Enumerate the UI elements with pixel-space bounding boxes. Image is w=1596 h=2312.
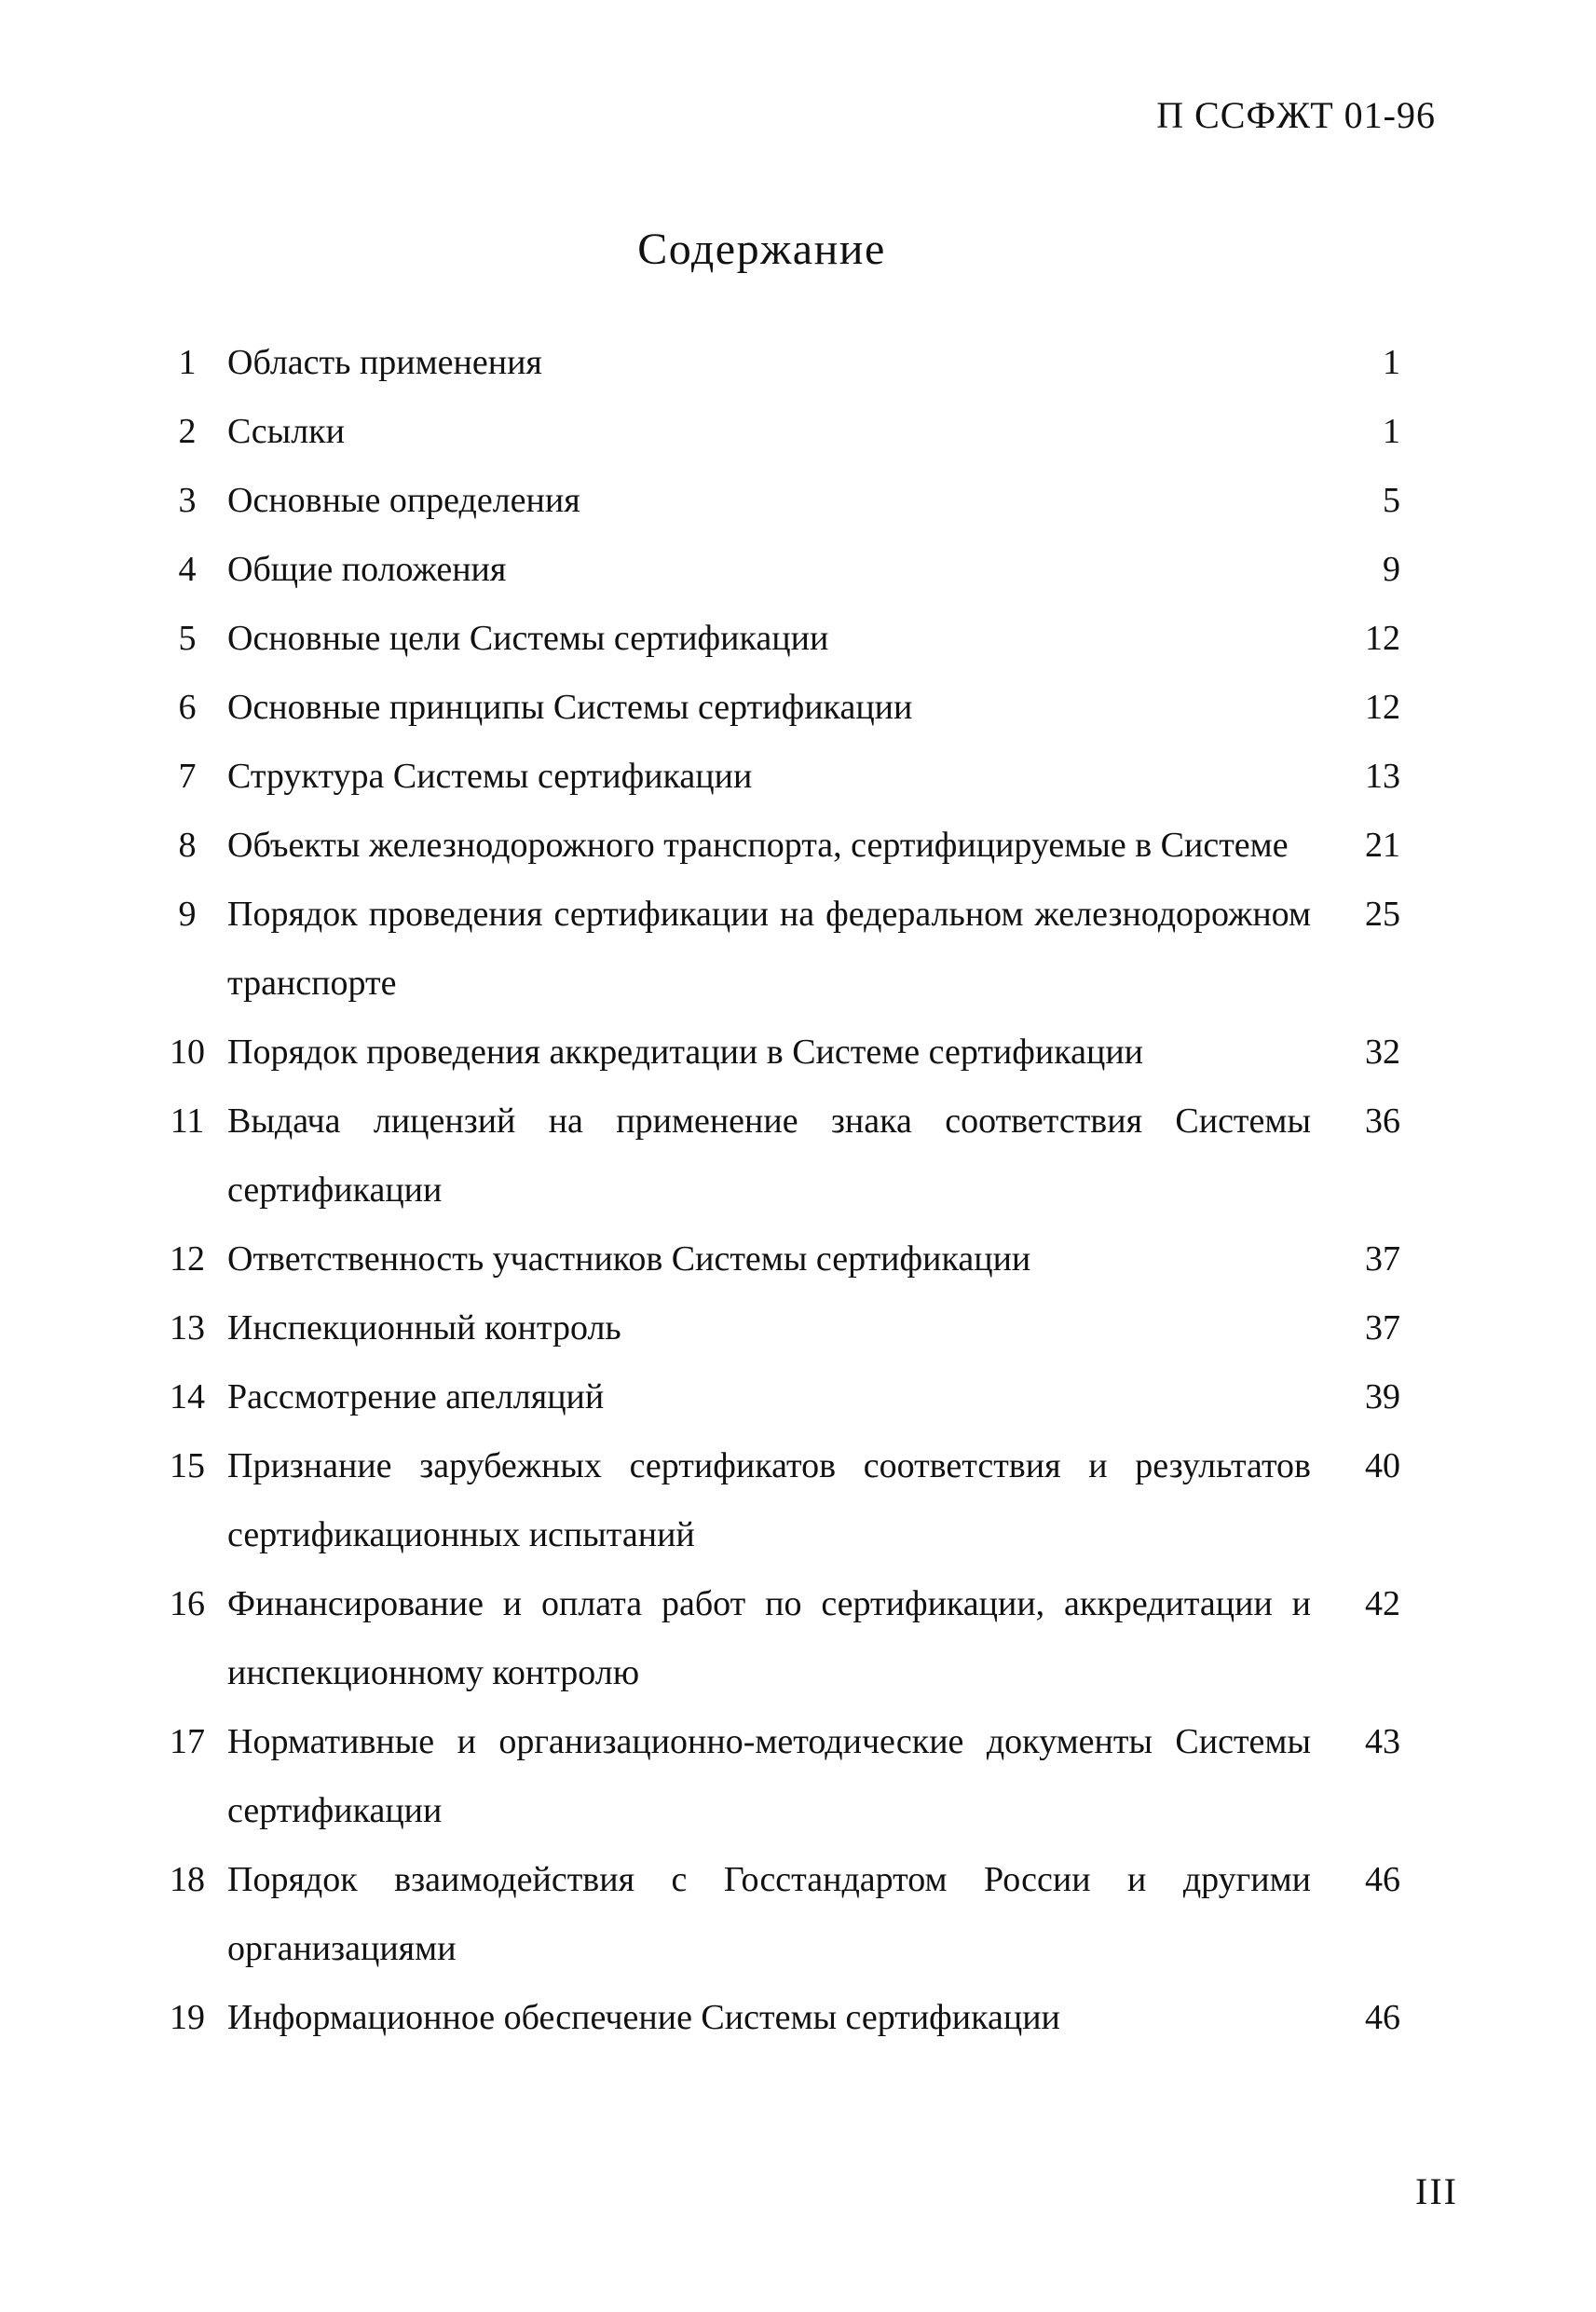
toc-entry-page: 37 <box>1365 1239 1400 1279</box>
toc-entry-page: 9 <box>1383 550 1400 589</box>
toc-entry-11[interactable] <box>149 1087 1402 1224</box>
toc-entry-page: 1 <box>1383 412 1400 451</box>
toc-entry-number: 14 <box>170 1377 205 1416</box>
toc-entry-8[interactable] <box>149 811 1402 880</box>
toc-entry-17[interactable] <box>149 1707 1402 1845</box>
toc-entry-2[interactable] <box>149 397 1402 466</box>
toc-entry-page: 13 <box>1365 757 1400 796</box>
toc-entry-page: 12 <box>1365 688 1400 727</box>
page-number: III <box>1415 2170 1458 2212</box>
toc-entry-number: 15 <box>170 1446 205 1485</box>
toc-entry-number: 2 <box>178 412 197 451</box>
toc-entry-title: Основные определения <box>227 481 580 520</box>
toc-entry-title: Область применения <box>227 343 542 382</box>
toc-entry-number: 6 <box>178 688 197 727</box>
toc-entry-number: 3 <box>178 481 197 520</box>
toc-entry-14[interactable] <box>149 1362 1402 1431</box>
toc-entry-title: Рассмотрение апелляций <box>227 1377 605 1416</box>
toc-entry-number: 1 <box>178 343 197 382</box>
toc-entry-page: 25 <box>1365 895 1400 934</box>
toc-entry-3[interactable] <box>149 466 1402 535</box>
toc-entry-page: 36 <box>1365 1101 1400 1141</box>
toc-entry-title: Ответственность участников Системы сертификации <box>227 1239 1031 1279</box>
toc-entry-number: 10 <box>170 1033 205 1072</box>
toc-entry-title: Порядок взаимодействия с Госстандартом России и другими организациями <box>227 1860 1311 1968</box>
toc-entry-page: 40 <box>1365 1446 1400 1485</box>
toc-entry-13[interactable] <box>149 1293 1402 1362</box>
toc-entry-title: Информационное обеспечение Системы сертификации <box>227 1998 1060 2037</box>
toc-entry-title: Основные цели Системы сертификации <box>227 619 829 658</box>
toc-entry-page: 46 <box>1365 1998 1400 2037</box>
toc-entry-7[interactable] <box>149 742 1402 811</box>
toc-entry-page: 32 <box>1365 1033 1400 1072</box>
toc-entry-number: 13 <box>170 1308 205 1348</box>
toc-entry-page: 5 <box>1383 481 1400 520</box>
toc-entry-number: 12 <box>170 1239 205 1279</box>
toc-entry-number: 17 <box>170 1722 205 1761</box>
toc-entry-title: Структура Системы сертификации <box>227 757 753 796</box>
toc-entry-title: Основные принципы Системы сертификации <box>227 688 913 727</box>
toc-entry-page: 12 <box>1365 619 1400 658</box>
toc-entry-18[interactable] <box>149 1845 1402 1983</box>
toc-entry-number: 5 <box>178 619 197 658</box>
toc-entry-title: Признание зарубежных сертификатов соответствия и результатов сертификационных испытаний <box>227 1446 1311 1554</box>
toc-entry-15[interactable] <box>149 1431 1402 1569</box>
toc-entry-title: Порядок проведения аккредитации в Системе сертификации <box>227 1033 1143 1072</box>
toc-entry-number: 19 <box>170 1998 205 2037</box>
toc-entry-12[interactable] <box>149 1224 1402 1293</box>
toc-entry-number: 7 <box>178 757 197 796</box>
toc-entry-page: 21 <box>1365 826 1400 865</box>
toc-entry-4[interactable] <box>149 535 1402 604</box>
toc-entry-1[interactable] <box>149 328 1402 397</box>
toc-entry-number: 8 <box>178 826 197 865</box>
toc-entry-19[interactable] <box>149 1983 1402 2052</box>
toc-entry-number: 18 <box>170 1860 205 1899</box>
toc-entry-title: Финансирование и оплата работ по сертификации, аккредитации и инспекционному контролю <box>227 1584 1311 1692</box>
toc-entry-16[interactable] <box>149 1569 1402 1707</box>
toc-entry-title: Нормативные и организационно-методические документы Системы сертификации <box>227 1722 1311 1830</box>
document-code: П ССФЖТ 01-96 <box>1156 94 1436 136</box>
toc-entry-9[interactable] <box>149 880 1402 1018</box>
toc-entry-title: Объекты железнодорожного транспорта, сертифицируемые в Системе <box>227 826 1289 865</box>
toc-entry-number: 16 <box>170 1584 205 1623</box>
toc-entry-number: 11 <box>170 1101 205 1141</box>
toc-entry-5[interactable] <box>149 604 1402 673</box>
toc-entry-title: Общие положения <box>227 550 507 589</box>
toc-entry-page: 46 <box>1365 1860 1400 1899</box>
toc-entry-page: 43 <box>1365 1722 1400 1761</box>
toc-entry-page: 42 <box>1365 1584 1400 1623</box>
toc-entry-page: 37 <box>1365 1308 1400 1348</box>
toc-entry-6[interactable] <box>149 673 1402 742</box>
toc-entry-page: 1 <box>1383 343 1400 382</box>
toc-entry-10[interactable] <box>149 1018 1402 1087</box>
toc-entry-number: 9 <box>178 895 197 934</box>
table-of-contents <box>149 328 1402 2052</box>
toc-entry-title: Порядок проведения сертификации на федеральном железнодорожном транспорте <box>227 895 1311 1003</box>
toc-title: Содержание <box>637 225 886 274</box>
toc-entry-title: Выдача лицензий на применение знака соответствия Системы сертификации <box>227 1101 1311 1210</box>
toc-entry-page: 39 <box>1365 1377 1400 1416</box>
toc-entry-number: 4 <box>178 550 197 589</box>
toc-entry-title: Инспекционный контроль <box>227 1308 621 1348</box>
toc-entry-title: Ссылки <box>227 412 345 451</box>
